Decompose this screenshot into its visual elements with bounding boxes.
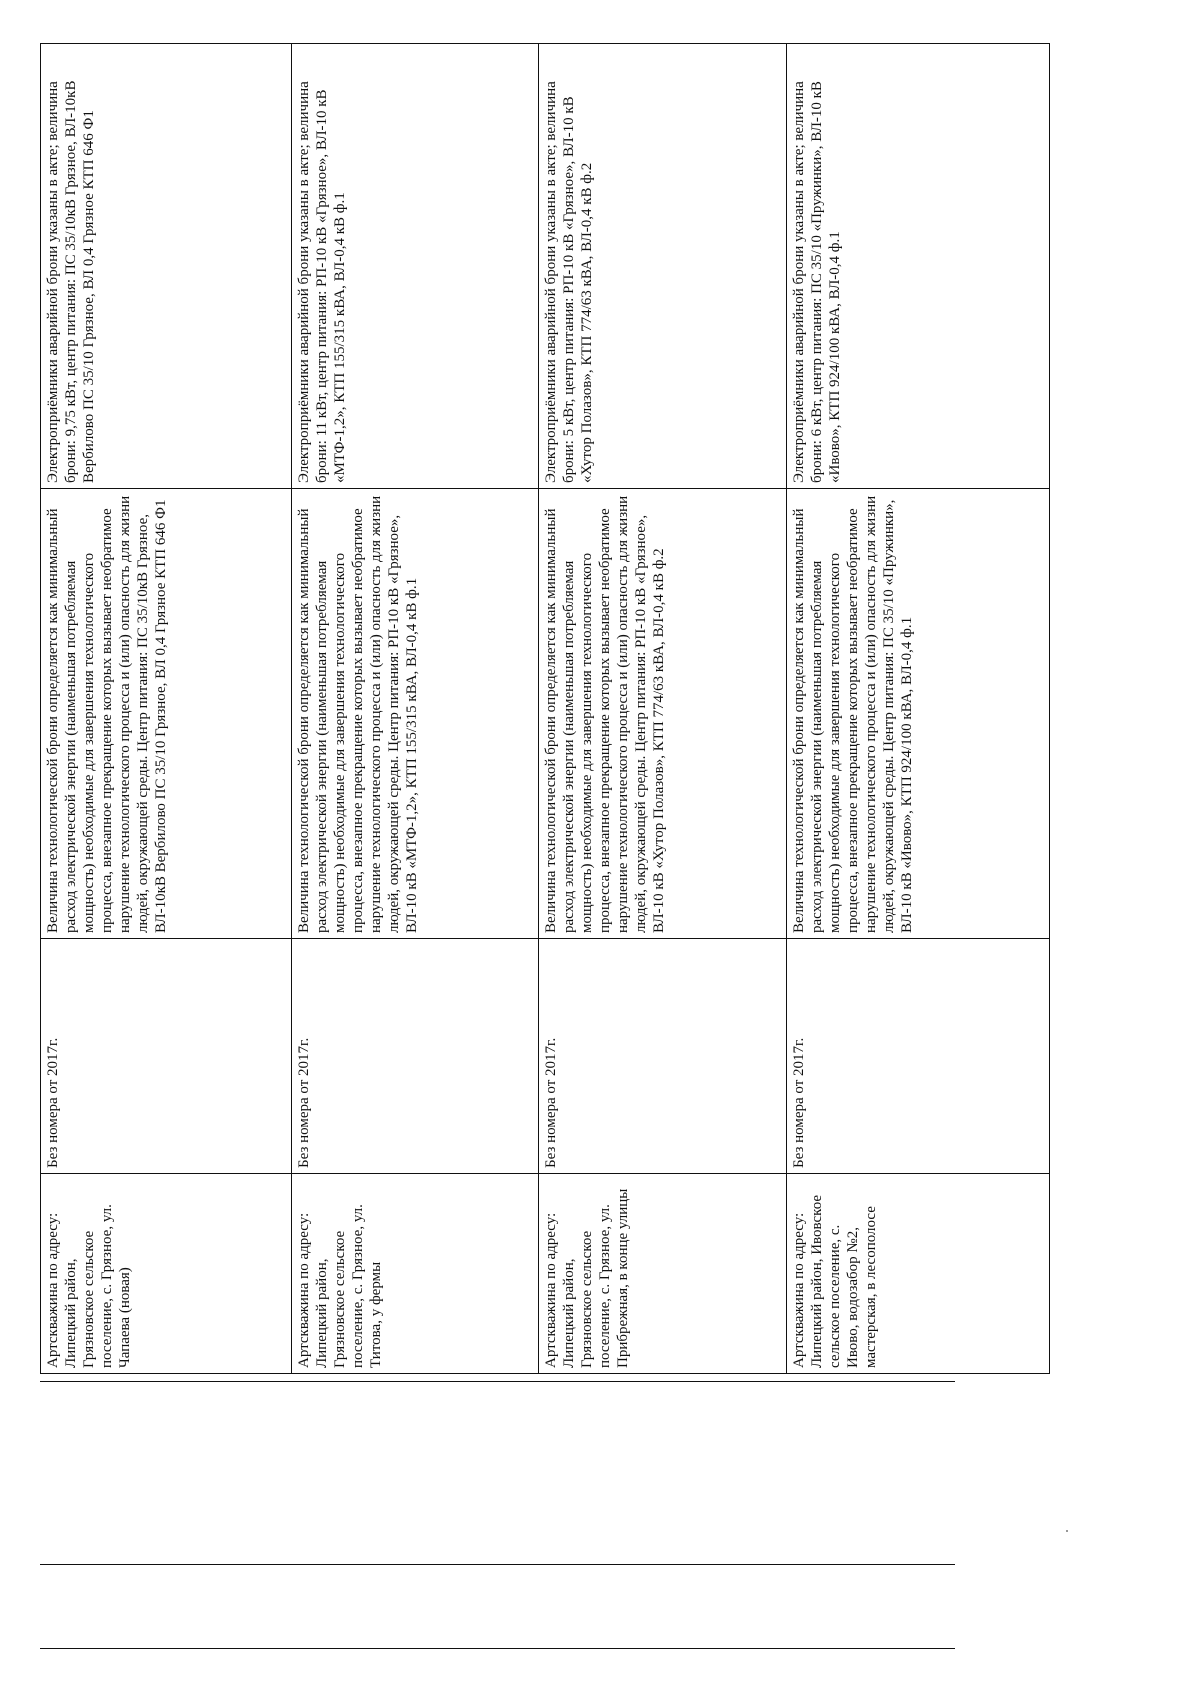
emergency-reserve-text: Электроприёмники аварийной брони указаны в акте; величина брони: 5 кВт, центр питания: РП-10 кВ «Грязное», ВЛ-10 кВ «Хутор Полазов», КТП 774/63 кВА, ВЛ-0,4 кВ ф.2	[543, 81, 596, 483]
tech-reserve-cell	[41, 489, 292, 939]
emergency-reserve-cell	[41, 44, 292, 489]
reserve-table	[40, 43, 1050, 1374]
scan-speck	[1066, 1530, 1068, 1532]
emergency-reserve-cell	[539, 44, 787, 489]
address-cell	[539, 1174, 787, 1374]
act-cell	[291, 939, 539, 1174]
address-cell	[291, 1174, 539, 1374]
tech-reserve-cell	[539, 489, 787, 939]
act-cell	[539, 939, 787, 1174]
tech-reserve-cell	[787, 489, 1050, 939]
tech-reserve-text: Величина технологической брони определяется как минимальный расход электрической энергии (наименьшая потребляемая мощность) необходимые для завершения технологического процесса, внезапное прекращение которых вызывает необратимое нарушение технологического процесса и (или) опасность для жизни людей, окружающей среды. Центр питания: ПС 35/10 «Пружинки», ВЛ-10 кВ «Ивово», КТП 924/100 кВА, ВЛ-0,4 ф.1	[791, 495, 916, 933]
emergency-reserve-text: Электроприёмники аварийной брони указаны в акте; величина брони: 11 кВт, центр питания: РП-10 кВ «Грязное», ВЛ-10 кВ «МТФ-1,2», КТП 155/315 кВА, ВЛ-0,4 кВ ф.1	[295, 81, 348, 483]
tech-reserve-text: Величина технологической брони определяется как минимальный расход электрической энергии (наименьшая потребляемая мощность) необходимые для завершения технологического процесса, внезапное прекращение которых вызывает необратимое нарушение технологического процесса и (или) опасность для жизни людей, окружающей среды. Центр питания: РП-10 кВ «Грязное», ВЛ-10 кВ «МТФ-1,2», КТП 155/315 кВА, ВЛ-0,4 кВ ф.1	[295, 495, 420, 933]
act-cell	[787, 939, 1050, 1174]
act-text: Без номера от 2017г.	[543, 1037, 560, 1168]
address-text: Артскважина по адресу: Липецкий район, Грязновское сельское поселение, с. Грязное, ул. Чапаева (новая)	[45, 1204, 133, 1368]
emergency-reserve-cell	[787, 44, 1050, 489]
tech-reserve-text: Величина технологической брони определяется как минимальный расход электрической энергии (наименьшая потребляемая мощность) необходимые для завершения технологического процесса, внезапное прекращение которых вызывает необратимое нарушение технологического процесса и (или) опасность для жизни людей, окружающей среды. Центр питания: ПС 35/10кВ Грязное, ВЛ-10кВ Вербилово ПС 35/10 Грязное, ВЛ 0,4 Грязное КТП 646 Ф1	[45, 495, 169, 933]
table-row	[787, 44, 1050, 1374]
emergency-reserve-text: Электроприёмники аварийной брони указаны в акте; величина брони: 9,75 кВт, центр питания: ПС 35/10кВ Грязное, ВЛ-10кВ Вербилово ПС 35/10 Грязное, ВЛ 0,4 Грязное КТП 646 Ф1	[45, 80, 97, 483]
act-cell	[41, 939, 292, 1174]
table-row	[539, 44, 787, 1374]
act-text: Без номера от 2017г.	[295, 1037, 312, 1168]
emergency-reserve-cell	[291, 44, 539, 489]
tech-reserve-text: Величина технологической брони определяется как минимальный расход электрической энергии (наименьшая потребляемая мощность) необходимые для завершения технологического процесса, внезапное прекращение которых вызывает необратимое нарушение технологического процесса и (или) опасность для жизни людей, окружающей среды. Центр питания: РП-10 кВ «Грязное», ВЛ-10 кВ «Хутор Полазов», КТП 774/63 кВА, ВЛ-0,4 кВ ф.2	[543, 495, 668, 933]
address-text: Артскважина по адресу: Липецкий район, Ивовское сельское поселение, с. Ивово, водозабор №2, мастерская, в лесополосе	[791, 1194, 880, 1368]
rule-line	[40, 1381, 955, 1382]
tech-reserve-cell	[291, 489, 539, 939]
act-text: Без номера от 2017г.	[791, 1037, 808, 1168]
act-text: Без номера от 2017г.	[45, 1037, 61, 1168]
table-row	[41, 44, 292, 1374]
table-row	[291, 44, 539, 1374]
address-cell	[41, 1174, 292, 1374]
address-cell	[787, 1174, 1050, 1374]
address-text: Артскважина по адресу: Липецкий район, Грязновское сельское поселение, с. Грязное, ул. Титова, у фермы	[295, 1204, 384, 1368]
rule-line	[40, 1648, 955, 1649]
address-text: Артскважина по адресу: Липецкий район, Грязновское сельское поселение, с. Грязное, ул. Прибрежная, в конце улицы	[543, 1188, 632, 1368]
rule-line	[40, 1564, 955, 1565]
emergency-reserve-text: Электроприёмники аварийной брони указаны в акте; величина брони: 6 кВт, центр питания: ПС 35/10 «Пружинки», ВЛ-10 кВ «Ивово», КТП 924/100 кВА, ВЛ-0,4 ф.1	[791, 81, 844, 483]
